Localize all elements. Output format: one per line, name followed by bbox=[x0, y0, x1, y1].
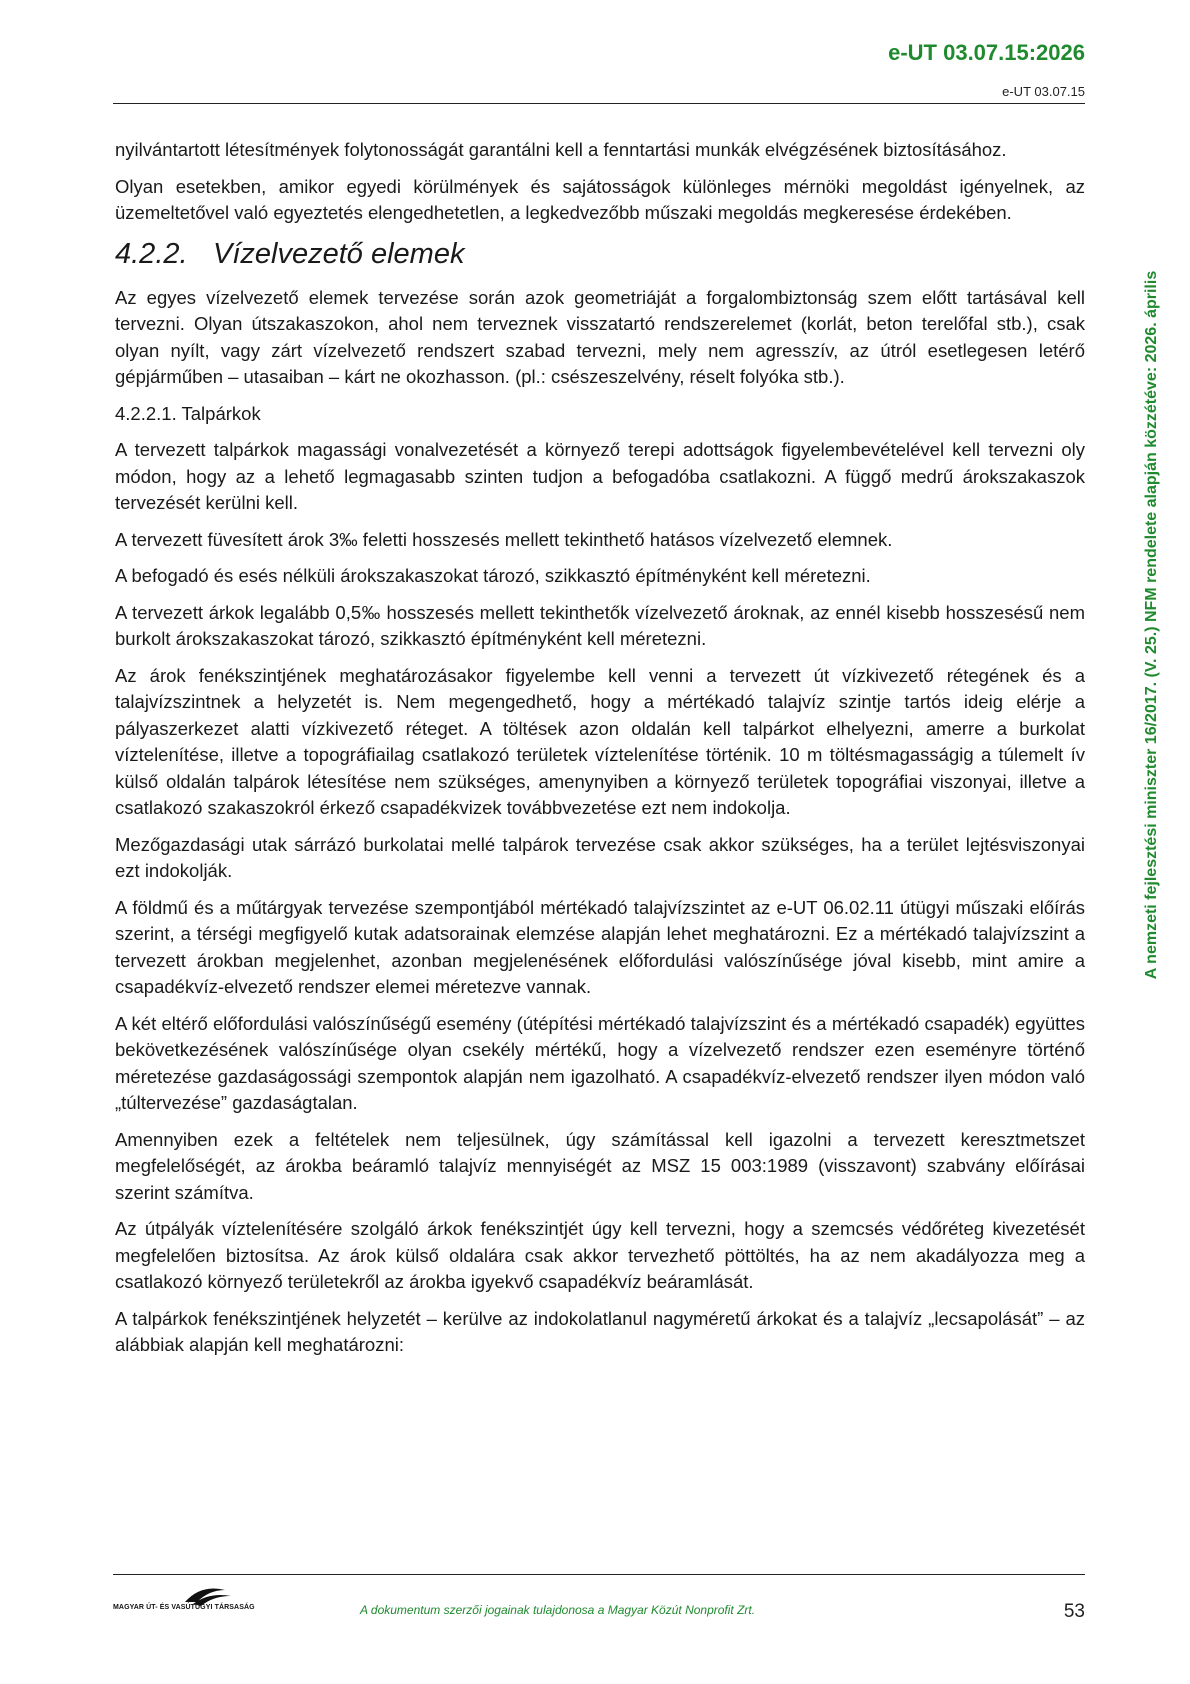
subsection-heading: 4.2.2.1. Talpárkok bbox=[115, 402, 261, 424]
section-title: Vízelvezető elemek bbox=[213, 237, 465, 270]
paragraph-8: Az árok fenékszintjének meghatározásakor figyelembe kell venni a tervezett út vízkivezető rétegének és a talajvízszintnek a helyzetét is. Nem megengedhető, hogy a mértékadó talajvíz szintje tartós ideig elérje a pályaszerkezet alatti vízkivezető réteget. A töltések azon oldalán kell talpárkot elhelyezni, amerre a burkolat víztelenítése, illetve a topográfiailag csatlakozó területek víztelenítése történik. 10 m töltésmagasságig a túlemelt ív külső oldalán talpárok létesítése nem szükséges, amenynyiben a környező területek topográfiai viszonyai, illetve a csatlakozó szakaszokról érkező csapadékvizek továbbvezetése ezt nem indokolja. bbox=[115, 664, 1085, 818]
paragraph-5: A tervezett füvesített árok 3‰ feletti hosszesés mellett tekinthető hatásos vízelvezető elemnek. bbox=[115, 528, 893, 550]
footer-divider bbox=[113, 1574, 1085, 1575]
header-divider bbox=[113, 103, 1085, 104]
paragraph-9: Mezőgazdasági utak sárrázó burkolatai mellé talpárok tervezése csak akkor szükséges, ha a terület lejtésviszonyai ezt indokolják. bbox=[115, 833, 1085, 881]
paragraph-12: Amennyiben ezek a feltételek nem teljesülnek, úgy számítással kell igazolni a tervezett keresztmetszet megfelelőségét, az árokba beáramló talajvíz mennyiségét az MSZ 15 003:1989 (visszavont) szabvány előírásai szerint számítva. bbox=[115, 1128, 1085, 1203]
copyright-notice: A dokumentum szerzői jogainak tulajdonosa a Magyar Közút Nonprofit Zrt. bbox=[360, 1603, 756, 1617]
paragraph-14: A talpárkok fenékszintjének helyzetét – kerülve az indokolatlanul nagyméretű árkokat és a talajvíz „lecsapolását” – az alábbiak alapján kell meghatározni: bbox=[115, 1307, 1085, 1355]
paragraph-11: A két eltérő előfordulási valószínűségű esemény (útépítési mértékadó talajvízszint és a mértékadó csapadék) együttes bekövetkezésének valószínűsége olyan csekély mértékű, hogy a vízelvezető rendszer ezen eseményre történő méretezése gazdaságossági szempontok alapján nem igazolható. A csapadékvíz-elvezető rendszer ilyen módon való „túltervezése” gazdaságtalan. bbox=[115, 1012, 1085, 1113]
paragraph-10: A földmű és a műtárgyak tervezése szempontjából mértékadó talajvízszintet az e-UT 06.02.11 útügyi műszaki előírás szerint, a térségi megfigyelő kutak adatsorainak elemzése alapján lehet meghatározni. Ez a mértékadó talajvízszint a tervezett árokban megjelenhet, azonban megjelenésének előfordulási valószínűsége jóval kisebb, mint amire a csapadékvíz-elvezető rendszer elemei méretezve vannak. bbox=[115, 896, 1085, 997]
paragraph-3: Az egyes vízelvezető elemek tervezése során azok geometriáját a forgalombiztonság szem előtt tartásával kell tervezni. Olyan útszakaszokon, ahol nem terveznek visszatartó rendszerelemet (korlát, beton terelőfal stb.), csak olyan nyílt, vagy zárt vízelvezető rendszert szabad tervezni, mely nem agresszív, az útról esetlegesen letérő gépjárműben – utasaiban – kárt ne okozhasson. (pl.: csészeszelvény, réselt folyóka stb.). bbox=[115, 286, 1085, 387]
document-id: e-UT 03.07.15:2026 bbox=[888, 40, 1085, 65]
society-logo-text: MAGYAR ÚT- ÉS VASÚTÜGYI TÁRSASÁG bbox=[113, 1604, 255, 1611]
document-id-short: e-UT 03.07.15 bbox=[1002, 84, 1085, 99]
paragraph-2: Olyan esetekben, amikor egyedi körülmények és sajátosságok különleges mérnöki megoldást igényelnek, az üzemeltetővel való egyeztetés elengedhetetlen, a legkedvezőbb műszaki megoldás megkeresése érdekében. bbox=[115, 175, 1085, 223]
main-content bbox=[115, 137, 1085, 1369]
paragraph-1: nyilvántartott létesítmények folytonosságát garantálni kell a fenntartási munkák elvégzésének biztosításához. bbox=[115, 139, 1007, 160]
publication-side-note: A nemzeti fejlesztési miniszter 16/2017. (V. 25.) NFM rendelete alapján közzétéve: 2026. április bbox=[1143, 270, 1160, 980]
paragraph-13: Az útpályák víztelenítésére szolgáló árkok fenékszintjét úgy kell tervezni, hogy a szemcsés védőréteg kivezetését megfelelően biztosítsa. Az árok külső oldalára csak akkor tervezhető pöttöltés, ha az nem akadályozza meg a csatlakozó környező területekről az árokba igyekvő csapadékvíz beáramlását. bbox=[115, 1218, 1085, 1292]
paragraph-4: A tervezett talpárkok magassági vonalvezetését a környező terepi adottságok figyelembevételével kell tervezni oly módon, hogy az a lehető legmagasabb szinten tudjon a befogadóba csatlakozni. A függő medrű árokszakaszok tervezését kerülni kell. bbox=[115, 439, 1085, 513]
paragraph-7: A tervezett árkok legalább 0,5‰ hosszesés mellett tekinthetők vízelvezető ároknak, az ennél kisebb hosszesésű nem burkolt árokszakaszokat tározó, szikkasztó építményként kell méretezni. bbox=[115, 601, 1085, 649]
page-number: 53 bbox=[1063, 1601, 1085, 1622]
section-number: 4.2.2. bbox=[115, 237, 188, 270]
paragraph-6: A befogadó és esés nélküli árokszakaszokat tározó, szikkasztó építményként kell méretezni. bbox=[115, 565, 871, 586]
society-logo-icon bbox=[113, 1580, 293, 1620]
section-heading bbox=[115, 237, 1085, 271]
